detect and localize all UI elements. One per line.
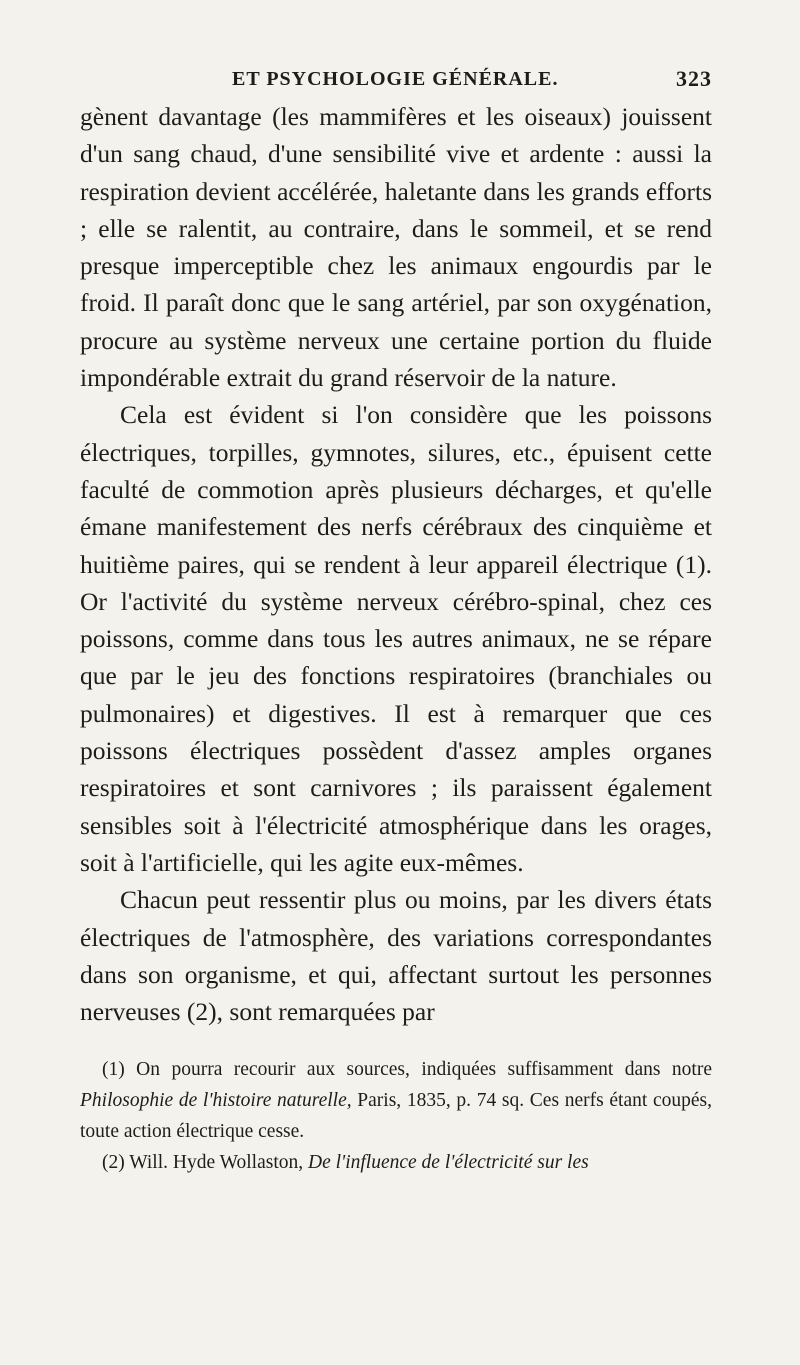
paragraph-2: Cela est évident si l'on considère que les poissons électriques, torpilles, gymnotes, silures, etc., épuisent cette faculté de commotion après plusieurs décharges, et qu'elle émane manifestement des nerfs cérébraux des cinquième et huitième paires, qui se rendent à leur appareil électrique (1). Or l'activité du système nerveux cérébro-spinal, chez ces poissons, comme dans tous les autres animaux, ne se répare que par le jeu des fonctions respiratoires (branchiales ou pulmonaires) et digestives. Il est à remarquer que ces poissons électriques possèdent d'assez amples organes respiratoires et sont carnivores ; ils paraissent également sensibles soit à l'électricité atmosphérique dans les orages, soit à l'artificielle, qui les agite eux-mêmes. — [80, 400, 712, 877]
paragraph-3: Chacun peut ressentir plus ou moins, par les divers états électriques de l'atmosphère, des variations correspondantes dans son organisme, et qui, affectant surtout les personnes nerveuses (2), sont remarquées par — [80, 885, 712, 1027]
footnote-2 — [80, 1147, 712, 1178]
main-text — [80, 98, 712, 1030]
running-title: ET PSYCHOLOGIE GÉNÉRALE. — [232, 68, 559, 90]
page-number: 323 — [676, 66, 712, 91]
footnote-1-title: Philosophie de l'histoire naturelle, — [80, 1090, 352, 1112]
footnote-1-text-a: (1) On pourra recourir aux sources, indiquées suffisamment dans notre — [102, 1059, 712, 1081]
footnote-2-title: De l'influence de l'électricité sur les — [308, 1152, 589, 1174]
footnote-1-text-b: Paris, 1835, p. 74 sq. Ces nerfs étant coupés, toute action électrique cesse. — [80, 1090, 712, 1143]
footnote-2-text-a: (2) Will. Hyde Wollaston, — [102, 1152, 308, 1174]
footnotes — [80, 1054, 712, 1178]
page-header — [80, 62, 712, 98]
footnote-1 — [80, 1054, 712, 1147]
paragraph-1: gènent davantage (les mammifères et les oiseaux) jouissent d'un sang chaud, d'une sensibilité vive et ardente : aussi la respiration devient accélérée, haletante dans les grands efforts ; elle se ralentit, au contraire, dans le sommeil, et se rend presque imperceptible chez les animaux engourdis par le froid. Il paraît donc que le sang artériel, par son oxygénation, procure au système nerveux une certaine portion du fluide impondérable extrait du grand réservoir de la nature. — [80, 102, 712, 393]
